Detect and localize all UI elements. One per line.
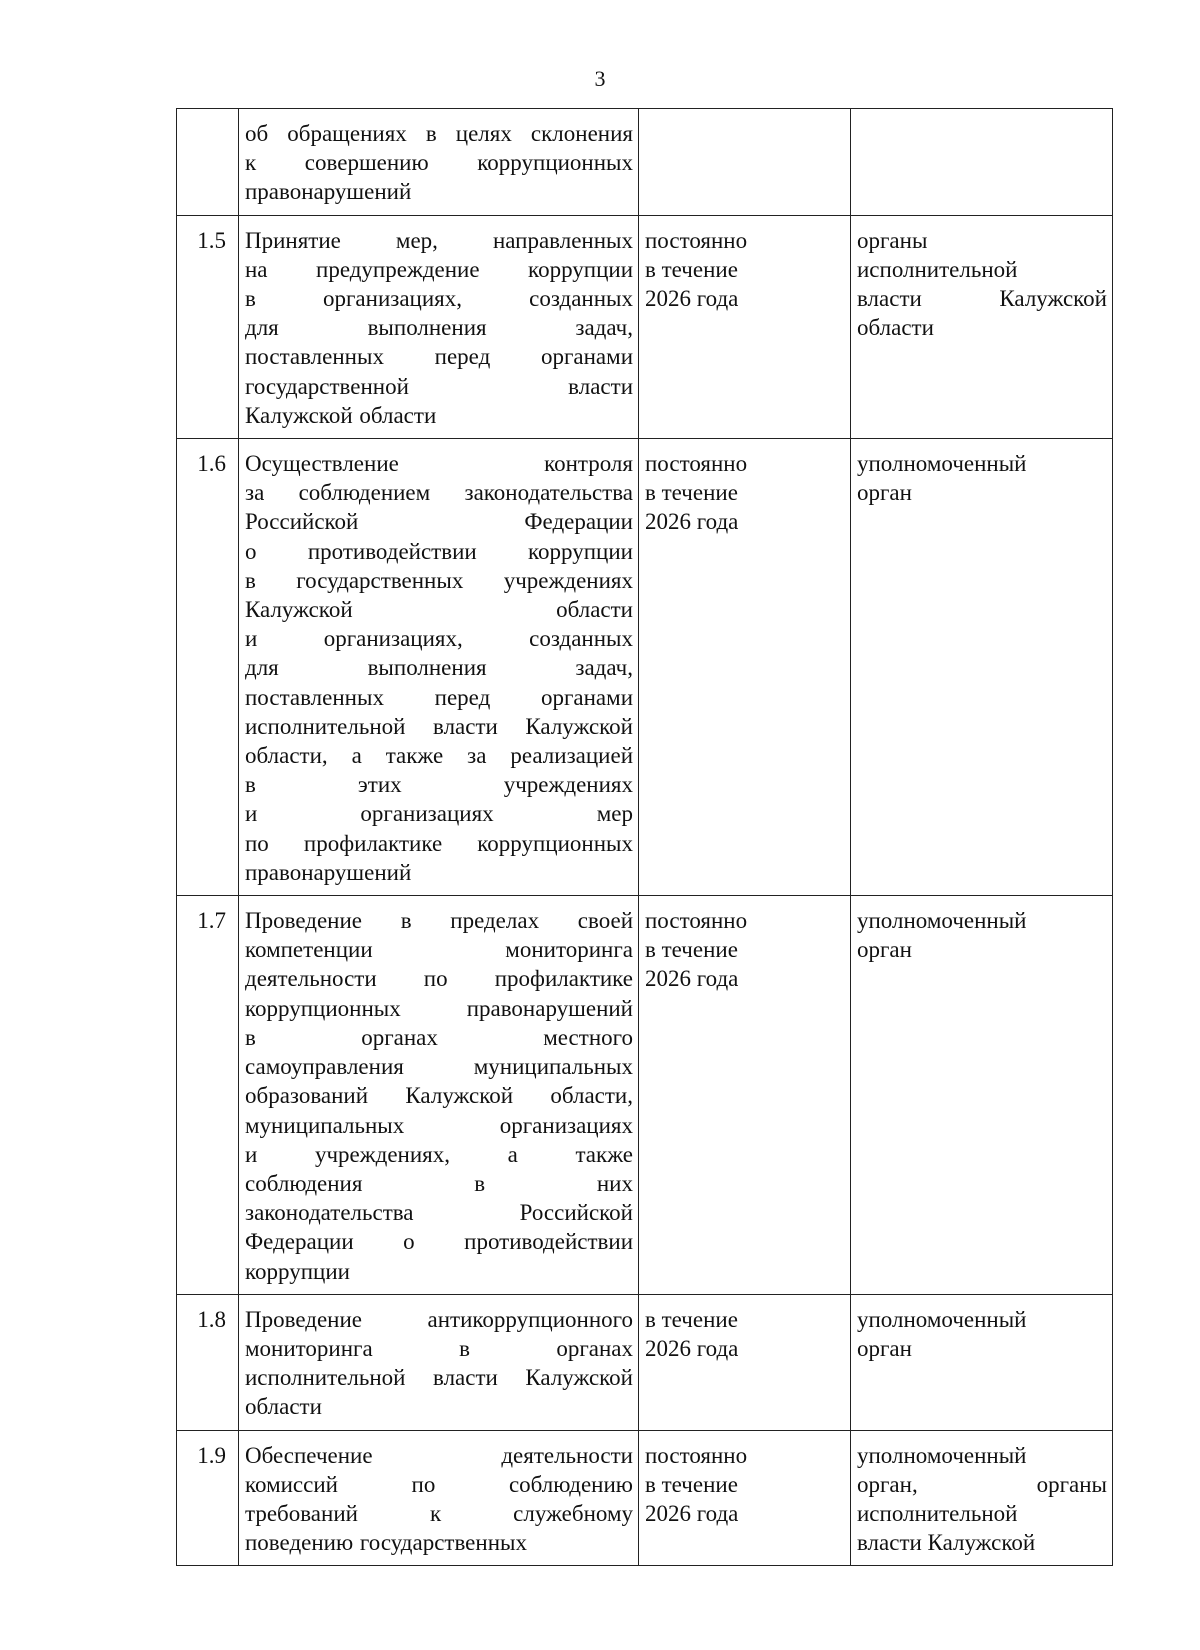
execution-term-line: 2026 года: [645, 966, 739, 992]
responsible-party-line: власти Калужской: [857, 286, 1107, 312]
measure-description: [239, 439, 639, 896]
table-row: [177, 215, 1113, 438]
measure-description: [239, 896, 639, 1295]
table-row: [177, 109, 1113, 216]
responsible-party: [851, 109, 1113, 216]
measure-description-line: Проведение антикоррупционного: [245, 1306, 633, 1332]
measure-description-line: для выполнения задач,: [245, 655, 633, 681]
responsible-party: [851, 1294, 1113, 1430]
execution-term-line: в течение: [645, 937, 738, 963]
responsible-party-line: исполнительной: [857, 1500, 1018, 1526]
measure-description-line: коррупции: [245, 1258, 350, 1284]
responsible-party-line: исполнительной: [857, 256, 1018, 282]
responsible-party-line: уполномоченный: [857, 451, 1027, 477]
responsible-party: [851, 215, 1113, 438]
measure-description-line: Российской Федерации: [245, 509, 633, 535]
measure-description-line: Осуществление контроля: [245, 451, 633, 477]
measure-description-line: образований Калужской области,: [245, 1083, 633, 1109]
measures-table-body: [177, 109, 1113, 1566]
measure-description-line: в государственных учреждениях: [245, 567, 633, 593]
measure-description-line: поведению государственных: [245, 1530, 527, 1556]
measure-description-line: самоуправления муниципальных: [245, 1054, 633, 1080]
responsible-party-line: уполномоченный: [857, 1306, 1027, 1332]
measure-description-line: исполнительной власти Калужской: [245, 713, 633, 739]
measure-description-line: к совершению коррупционных: [245, 150, 633, 176]
measure-description-line: области: [245, 1394, 322, 1420]
execution-term-line: постоянно: [645, 227, 748, 253]
measure-description-line: области, а также за реализацией: [245, 743, 633, 769]
table-row: [177, 1294, 1113, 1430]
measure-description-line: по профилактике коррупционных: [245, 830, 633, 856]
item-number: 1.6: [177, 439, 239, 896]
measure-description-line: за соблюдением законодательства: [245, 480, 633, 506]
execution-term: [639, 1430, 851, 1566]
measure-description-line: коррупционных правонарушений: [245, 995, 633, 1021]
responsible-party-line: орган: [857, 1335, 912, 1361]
page-number: 3: [594, 66, 606, 91]
execution-term: [639, 109, 851, 216]
table-row: [177, 439, 1113, 896]
responsible-party-line: уполномоченный: [857, 1442, 1027, 1468]
measure-description-line: на предупреждение коррупции: [245, 256, 633, 282]
measure-description-line: и организациях мер: [245, 801, 633, 827]
execution-term: [639, 1294, 851, 1430]
execution-term-line: 2026 года: [645, 286, 739, 312]
table-row: [177, 1430, 1113, 1566]
measure-description-line: Принятие мер, направленных: [245, 227, 633, 253]
execution-term-line: постоянно: [645, 908, 748, 934]
measure-description-line: Калужской области: [245, 597, 633, 623]
item-number: 1.8: [177, 1294, 239, 1430]
execution-term-line: в течение: [645, 256, 738, 282]
item-number: 1.5: [177, 215, 239, 438]
measure-description-line: и организациях, созданных: [245, 626, 633, 652]
measure-description-line: мониторинга в органах: [245, 1335, 633, 1361]
execution-term-line: в течение: [645, 1306, 738, 1332]
responsible-party-line: области: [857, 315, 934, 341]
measure-description-line: государственной власти: [245, 373, 633, 399]
measure-description: [239, 1430, 639, 1566]
measure-description-line: соблюдения в них: [245, 1170, 633, 1196]
measure-description-line: комиссий по соблюдению: [245, 1471, 633, 1497]
measure-description-line: для выполнения задач,: [245, 315, 633, 341]
execution-term-line: постоянно: [645, 1442, 748, 1468]
measure-description-line: о противодействии коррупции: [245, 538, 633, 564]
execution-term-line: 2026 года: [645, 509, 739, 535]
measure-description-line: в этих учреждениях: [245, 772, 633, 798]
execution-term: [639, 215, 851, 438]
measure-description-line: об обращениях в целях склонения: [245, 121, 633, 146]
measure-description-line: Проведение в пределах своей: [245, 908, 633, 934]
execution-term-line: в течение: [645, 480, 738, 506]
item-number: 1.7: [177, 896, 239, 1295]
execution-term-line: в течение: [645, 1471, 738, 1497]
measure-description-line: и учреждениях, а также: [245, 1141, 633, 1167]
measure-description-line: правонарушений: [245, 859, 412, 885]
execution-term-line: постоянно: [645, 451, 748, 477]
measure-description-line: в органах местного: [245, 1024, 633, 1050]
measure-description: [239, 109, 639, 216]
measure-description-line: в организациях, созданных: [245, 286, 633, 312]
measure-description: [239, 215, 639, 438]
responsible-party-line: уполномоченный: [857, 908, 1027, 934]
measure-description: [239, 1294, 639, 1430]
responsible-party-line: орган: [857, 937, 912, 963]
responsible-party-line: власти Калужской: [857, 1530, 1036, 1556]
measure-description-line: деятельности по профилактике: [245, 966, 633, 992]
measure-description-line: Федерации о противодействии: [245, 1229, 633, 1255]
execution-term: [639, 439, 851, 896]
measures-table: [176, 108, 1113, 1566]
measure-description-line: правонарушений: [245, 179, 412, 205]
measure-description-line: поставленных перед органами: [245, 684, 633, 710]
measure-description-line: Калужской области: [245, 402, 437, 428]
measure-description-line: компетенции мониторинга: [245, 937, 633, 963]
execution-term-line: 2026 года: [645, 1500, 739, 1526]
responsible-party: [851, 896, 1113, 1295]
responsible-party-line: орган, органы: [857, 1471, 1107, 1497]
measure-description-line: законодательства Российской: [245, 1200, 633, 1226]
table-row: [177, 896, 1113, 1295]
item-number: [177, 109, 239, 216]
measure-description-line: Обеспечение деятельности: [245, 1442, 633, 1468]
measure-description-line: муниципальных организациях: [245, 1112, 633, 1138]
measure-description-line: исполнительной власти Калужской: [245, 1365, 633, 1391]
responsible-party: [851, 1430, 1113, 1566]
responsible-party-line: орган: [857, 480, 912, 506]
execution-term-line: 2026 года: [645, 1335, 739, 1361]
execution-term: [639, 896, 851, 1295]
measure-description-line: поставленных перед органами: [245, 344, 633, 370]
item-number: 1.9: [177, 1430, 239, 1566]
responsible-party-line: органы: [857, 227, 928, 253]
measure-description-line: требований к служебному: [245, 1500, 633, 1526]
responsible-party: [851, 439, 1113, 896]
